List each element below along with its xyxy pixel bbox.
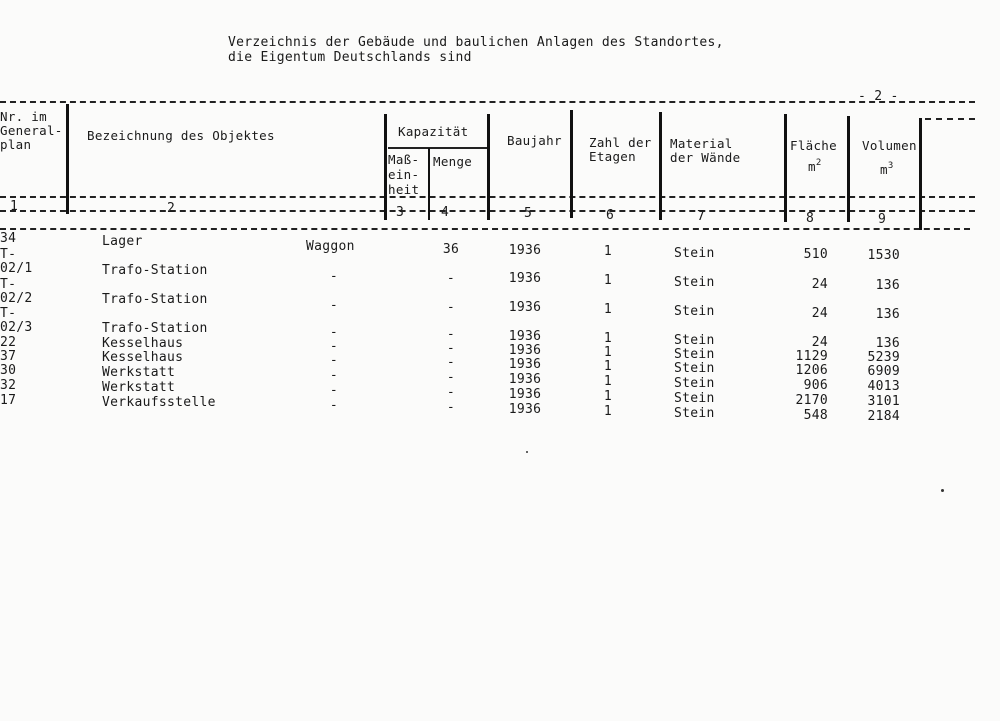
column-number-7: 7: [697, 209, 706, 224]
column-divider-1: [66, 104, 69, 214]
cell-einheit: Waggon: [306, 239, 355, 254]
cell-baujahr: 1936: [508, 329, 542, 344]
header-bezeichnung: Bezeichnung des Objektes: [87, 128, 275, 143]
cell-menge: -: [446, 271, 456, 286]
cell-flaeche: 2170: [795, 393, 828, 408]
header-kapazitaet: Kapazität: [398, 124, 469, 139]
header-volumen-unit: $m^3$: [880, 161, 894, 177]
column-divider-4: [487, 114, 490, 220]
cell-einheit: -: [329, 383, 339, 398]
cell-volumen: 6909: [867, 364, 900, 379]
cell-flaeche: 510: [803, 247, 828, 262]
header-material-line-2: der Wände: [670, 150, 741, 165]
cell-material: Stein: [674, 376, 715, 391]
cell-material: Stein: [674, 304, 715, 319]
column-divider-7: [784, 114, 787, 222]
cell-material: Stein: [674, 246, 715, 261]
cell-einheit: -: [329, 339, 339, 354]
cell-menge: -: [446, 341, 456, 356]
cell-etagen: 1: [603, 404, 613, 419]
cell-nr: T- 02/3: [0, 306, 33, 335]
cell-einheit: -: [329, 269, 339, 284]
cell-material: Stein: [674, 391, 715, 406]
header-masseinheit-line-3: heit: [388, 182, 420, 197]
cell-menge: -: [446, 300, 456, 315]
cell-nr: T- 02/2: [0, 277, 33, 306]
cell-material: Stein: [674, 275, 715, 290]
cell-flaeche: 24: [811, 306, 828, 321]
cell-nr: 34: [0, 231, 17, 246]
document-title-line-1: Verzeichnis der Gebäude und baulichen Anlagen des Standortes,: [228, 35, 724, 50]
cell-menge: -: [446, 400, 456, 415]
header-flaeche: Fläche: [790, 138, 837, 153]
cell-menge: -: [446, 355, 456, 370]
cell-nr: 22: [0, 335, 17, 350]
document-title-line-2: die Eigentum Deutschlands sind: [228, 50, 472, 65]
column-divider-3: [428, 148, 430, 220]
column-divider-8: [847, 116, 850, 222]
cell-einheit: -: [329, 353, 339, 368]
cell-material: Stein: [674, 361, 715, 376]
cell-volumen: 136: [875, 336, 900, 351]
cell-etagen: 1: [603, 374, 613, 389]
cell-volumen: 4013: [867, 379, 900, 394]
table-top-rule: [0, 101, 975, 103]
header-nr-line-3: plan: [0, 137, 32, 152]
column-divider-2: [384, 114, 387, 220]
cell-etagen: 1: [603, 331, 613, 346]
column-number-9: 9: [878, 212, 887, 227]
column-number-2: 2: [167, 201, 176, 216]
cell-etagen: 1: [603, 345, 613, 360]
column-number-4: 4: [441, 205, 450, 220]
cell-bez: Kesselhaus: [102, 350, 184, 365]
cell-flaeche: 24: [811, 335, 828, 350]
cell-flaeche: 906: [803, 378, 828, 393]
cell-einheit: -: [329, 398, 339, 413]
header-volumen: Volumen: [862, 138, 917, 153]
table-top-rule-right: [925, 118, 975, 120]
column-number-6: 6: [606, 208, 615, 223]
cell-nr: 30: [0, 363, 17, 378]
cell-flaeche: 1129: [795, 349, 828, 364]
cell-baujahr: 1936: [508, 402, 542, 417]
cell-baujahr: 1936: [508, 372, 542, 387]
header-zahl-line-1: Zahl der: [589, 135, 652, 150]
cell-etagen: 1: [603, 389, 613, 404]
cell-volumen: 2184: [867, 409, 900, 424]
scan-speck: [941, 489, 944, 492]
cell-nr: 32: [0, 378, 17, 393]
column-divider-5: [570, 110, 573, 218]
cell-bez: Werkstatt: [102, 380, 176, 395]
cell-nr: 37: [0, 349, 17, 364]
cell-einheit: -: [329, 298, 339, 313]
cell-baujahr: 1936: [508, 243, 542, 258]
cell-bez: Trafo-Station: [102, 263, 208, 278]
column-number-5: 5: [524, 206, 533, 221]
header-menge: Menge: [433, 154, 473, 169]
scan-speck: [526, 451, 528, 453]
cell-einheit: -: [329, 368, 339, 383]
column-number-1: 1: [10, 199, 19, 214]
cell-etagen: 1: [603, 359, 613, 374]
column-number-8: 8: [806, 211, 815, 226]
cell-baujahr: 1936: [508, 357, 542, 372]
cell-nr: T- 02/1: [0, 247, 33, 276]
cell-volumen: 1530: [867, 248, 900, 263]
column-divider-6: [659, 112, 662, 220]
header-masseinheit-line-1: Maß-: [388, 152, 420, 167]
cell-baujahr: 1936: [508, 387, 542, 402]
cell-volumen: 136: [875, 307, 900, 322]
cell-baujahr: 1936: [508, 343, 542, 358]
header-flaeche-unit: $m^2$: [808, 158, 822, 174]
cell-menge: -: [446, 385, 456, 400]
cell-nr: 17: [0, 393, 17, 408]
cell-etagen: 1: [603, 273, 613, 288]
cell-menge: -: [446, 370, 456, 385]
cell-baujahr: 1936: [508, 300, 542, 315]
cell-flaeche: 24: [811, 277, 828, 292]
cell-volumen: 136: [875, 278, 900, 293]
cell-menge: -: [446, 327, 456, 342]
cell-flaeche: 548: [803, 408, 828, 423]
cell-etagen: 1: [603, 244, 613, 259]
cell-bez: Lager: [102, 234, 143, 249]
cell-bez: Kesselhaus: [102, 336, 184, 351]
header-material-line-1: Material: [670, 136, 733, 151]
column-divider-9: [919, 118, 922, 230]
cell-volumen: 3101: [867, 394, 900, 409]
kapazitaet-rule: [388, 147, 488, 149]
cell-flaeche: 1206: [795, 363, 828, 378]
cell-menge: 36: [442, 242, 460, 257]
cell-bez: Verkaufsstelle: [102, 395, 216, 410]
header-zahl-line-2: Etagen: [589, 149, 636, 164]
cell-material: Stein: [674, 406, 715, 421]
cell-bez: Werkstatt: [102, 365, 176, 380]
cell-bez: Trafo-Station: [102, 321, 208, 336]
page-number: - 2 -: [858, 89, 899, 104]
header-masseinheit-line-2: ein-: [388, 167, 420, 182]
header-nr-line-2: General-: [0, 123, 63, 138]
cell-einheit: -: [329, 325, 339, 340]
scan-speck: [165, 228, 167, 230]
header-nr-line-1: Nr. im: [0, 109, 47, 124]
cell-volumen: 5239: [867, 350, 900, 365]
cell-etagen: 1: [603, 302, 613, 317]
column-number-3: 3: [396, 205, 405, 220]
cell-material: Stein: [674, 347, 715, 362]
cell-material: Stein: [674, 333, 715, 348]
cell-bez: Trafo-Station: [102, 292, 208, 307]
header-baujahr: Baujahr: [507, 133, 562, 148]
table-body-rule: [0, 228, 970, 230]
cell-baujahr: 1936: [508, 271, 542, 286]
